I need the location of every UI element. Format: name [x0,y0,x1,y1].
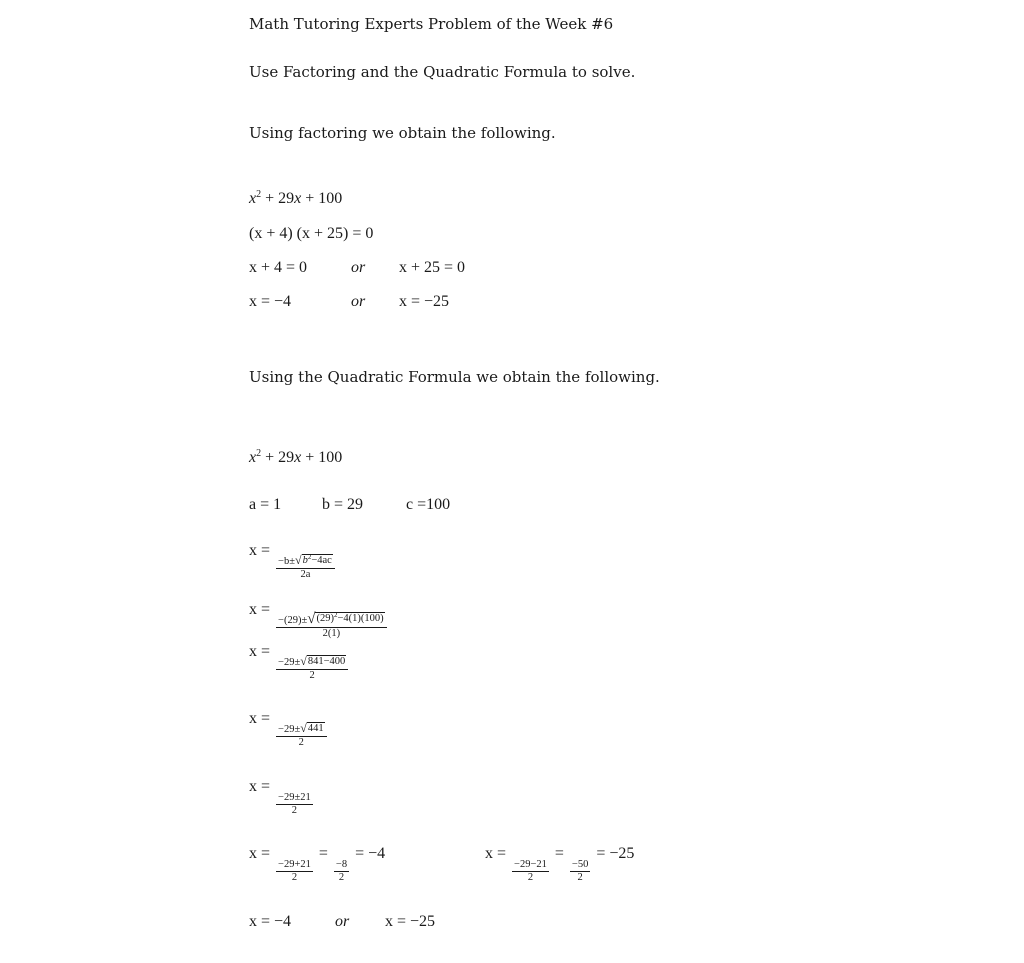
factoring-expression: $x^2 + 29x + 100$ [249,189,343,207]
step3-row: x = −29± √ 841−400 2 [249,643,350,682]
quadratic-expression: $x^2 + 29x + 100$ [249,448,343,466]
substitution-fraction: −(29)± √ $(29)^2-4(1)(100)$ 2(1) [276,612,387,640]
final-right: x = −25 [385,913,436,930]
step5-fraction: $\frac{-29\pm 21}{2}$ [278,792,311,817]
final-left: x = −4 [249,913,292,930]
equation-right: x + 25 = 0 [399,259,466,276]
page-title: Math Tutoring Experts Problem of the Week #6 [249,15,614,33]
quadratic-intro: Using the Quadratic Formula we obtain the following. [249,368,660,386]
or-word: or [335,913,350,930]
or-word: or [351,259,366,276]
coefficients-row [249,496,450,514]
step4-row: x = −29± √ 441 2 [249,710,329,749]
step6-left-row: x = $\frac{-29+21}{2}$ = $\frac{-8}{2}$ = −4 [249,845,386,884]
solution-left: x = −4 [249,293,292,310]
equation-left: x + 4 = 0 [249,259,308,276]
quadratic-formula-row: x = −b± √ $b^2-4ac$ 2a [249,542,337,581]
instruction-text: Use Factoring and the Quadratic Formula to solve. [249,63,636,81]
substitution-row: x = −(29)± √ $(29)^2-4(1)(100)$ 2(1) [249,601,389,640]
step6-right-row: x = $\frac{-29-21}{2}$ = $\frac{-50}{2}$ = −25 [485,845,635,884]
final-solutions-row [249,913,435,931]
or-word: or [351,293,366,310]
factor-solutions-row [249,293,449,311]
step3-fraction: −29± √ 841−400 2 [276,655,348,682]
step5-row: x = $\frac{-29\pm 21}{2}$ [249,778,311,817]
coef-c: c =100 [406,496,451,513]
factoring-intro: Using factoring we obtain the following. [249,124,556,142]
factored-equation: (x + 4) (x + 25) = 0 [249,225,374,242]
solution-right: x = −25 [399,293,450,310]
coef-a: a = 1 [249,496,282,513]
quadratic-formula-fraction: −b± √ $b^2-4ac$ 2a [276,554,335,581]
step4-fraction: −29± √ 441 2 [276,722,327,749]
factor-equations-row [249,259,465,277]
coef-b: b = 29 [322,496,364,513]
